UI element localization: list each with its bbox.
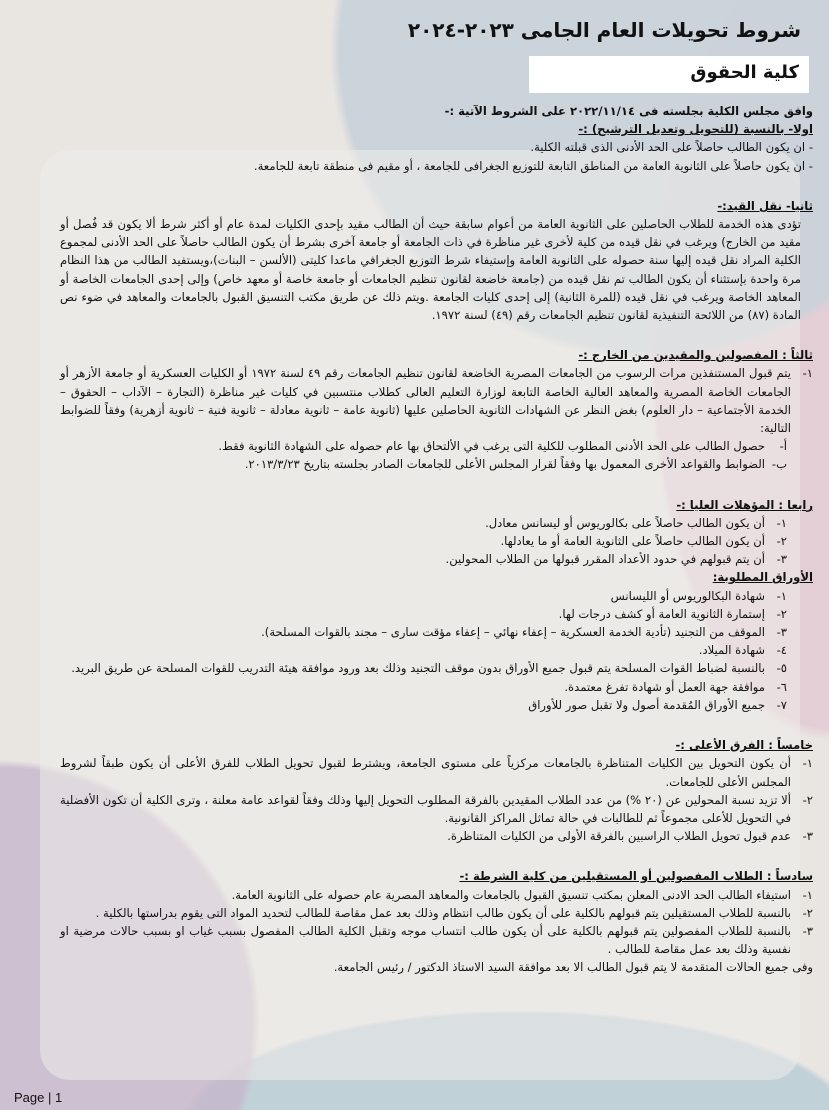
item-text: أن يكون الطالب حاصلاً على بكالوريوس أو ليسانس معادل. xyxy=(485,515,765,530)
item-text: شهادة البكالوريوس أو الليسانس xyxy=(610,588,765,603)
list-item xyxy=(60,437,787,455)
item-number: ٥- xyxy=(776,661,787,676)
section4-heading: رابعا : المؤهلات العليا :- xyxy=(676,497,813,512)
item-number: ٢- xyxy=(776,534,787,549)
item-number: ٧- xyxy=(776,697,787,712)
item-text: إستمارة الثانوية العامة أو كشف درجات لها. xyxy=(558,606,765,621)
item-text: موافقة جهة العمل أو شهادة تفرغ معتمدة. xyxy=(564,679,765,694)
list-item xyxy=(60,514,787,532)
list-item xyxy=(60,641,787,659)
item-number: ١- xyxy=(776,588,787,603)
item-text: أن يكون التحويل بين الكليات المتناظرة بالجامعات مركزياً على مستوى الجامعة، ويشترط لقبول تحويل الطلاب للفرق الأعلى أن يكون طبقاً لشروط المجلس الأعلى للجامعات. xyxy=(60,756,791,789)
item-text: أن يتم قبولهم في حدود الأعداد المقرر قبولها من الطلاب المحولين. xyxy=(445,552,765,567)
item-number: ١- xyxy=(802,756,813,771)
section1-heading: اولا- بالنسبة (للتحويل وتعديل الترشيح) :- xyxy=(578,122,813,137)
section2-heading: ثانيا- نقل القيد:- xyxy=(717,198,813,213)
item-number: ٢- xyxy=(802,792,813,807)
item-text: جميع الأوراق المُقدمة أصول ولا تقبل صور للأوراق xyxy=(528,697,765,712)
papers-heading: الأوراق المطلوبة: xyxy=(712,570,813,585)
item-text: عدم قبول تحويل الطلاب الراسبين بالفرقة الأولى من الكليات المتناظرة. xyxy=(447,829,791,844)
college-name: كلية الحقوق xyxy=(690,62,799,83)
list-item xyxy=(60,623,787,641)
list-item xyxy=(60,678,787,696)
item-text: استيفاء الطالب الحد الادنى المعلن بمكتب تنسيق القبول بالجامعات والمعاهد المصرية عام حصوله على الثانوية العامة. xyxy=(231,887,791,902)
list-item xyxy=(60,364,813,437)
list-item xyxy=(60,922,813,958)
list-item xyxy=(60,886,813,904)
list-item xyxy=(60,605,787,623)
list-item xyxy=(60,904,813,922)
intro-text: وافق مجلس الكلية بجلسته فى ٢٠٢٢/١١/١٤ على الشروط الآتية :- xyxy=(444,104,813,118)
list-item xyxy=(60,754,813,790)
list-item xyxy=(60,455,787,473)
item-number: ١- xyxy=(776,515,787,530)
item-number: ٣- xyxy=(776,552,787,567)
list-item xyxy=(60,532,787,550)
item-number: ٢- xyxy=(776,606,787,621)
item-number: ٦- xyxy=(776,679,787,694)
item-number: ب- xyxy=(771,457,787,472)
item-number: ٣- xyxy=(776,625,787,640)
section3-heading: ثالثاً : المفصولين والمقيدين من الخارج :- xyxy=(578,348,813,363)
item-text: حصول الطالب على الحد الأدنى المطلوب للكلية التى يرغب في الألتحاق بها عام حصوله على الشهادة الثانوية فقط. xyxy=(218,439,765,454)
list-item xyxy=(60,550,787,568)
college-title-box xyxy=(529,56,809,93)
document-title: شروط تحويلات العام الجامى ٢٠٢٣-٢٠٢٤ xyxy=(407,18,801,42)
list-item xyxy=(60,587,787,605)
item-text: بالنسبة للطلاب المستقيلين يتم قبولهم بالكلية على أن يكون طالب انتظام وذلك بعد عمل مقاصة للطالب لتحديد المواد التى يقوم بدراستها بالكلية . xyxy=(95,905,791,920)
item-text: يتم قبول المستنفذين مرات الرسوب من الجامعات المصرية الخاضعة لقانون تنظيم الجامعات رقم ٤٩ لسنة ١٩٧٢ أو الكليات العسكرية أو جامعة الأزهر أو الجامعات الخاصة المصرية والمعاهد العالية الخاصة التابعة لوزارة التعليم العالى كطلاب منتسبين في كليات غير مناظرة (التجارة – الآداب – الحقوق – الخدمة الأجتماعية – دار العلوم) بغض النظر عن الشهادات الثانوية الحاصلين عليها (ثانوية عامة – ثانوية معادلة – ثانوية فنية – ثانوية أزهرية) وفقاً للضوابط التالية: xyxy=(60,366,791,436)
closing-note: وفى جميع الحالات المتقدمة لا يتم قبول الطالب الا بعد موافقة السيد الاستاذ الدكتور / رئيس الجامعة. xyxy=(333,960,813,975)
item-text: الموقف من التجنيد (تأدية الخدمة العسكرية – إعفاء نهائي – إعفاء مؤقت سارى – مجند بالقوات المسلحة). xyxy=(261,625,765,640)
list-item: - ان يكون الطالب حاصلاً على الحد الأدنى الذى قبلته الكلية. xyxy=(530,140,813,155)
list-item: - ان يكون حاصلاً على الثانوية العامة من المناطق التابعة للتوزيع الجغرافى للجامعة ، أو مقيم فى منطقة تابعة للجامعة. xyxy=(253,158,813,173)
document-body xyxy=(60,102,813,977)
item-text: بالنسبة للطلاب المفصولين يتم قبولهم بالكلية على أن يكون طالب انتساب موجه وتقبل الكلية الطالب المفصول بسبب غياب او بسبب حالات مرضية او نفسية وذلك بعد عمل مقاصة للطالب . xyxy=(60,923,791,957)
item-number: ١- xyxy=(802,366,813,381)
item-number: ٣- xyxy=(802,923,813,938)
page-number: Page | 1 xyxy=(14,1090,63,1105)
list-item xyxy=(60,791,813,827)
item-number: ١- xyxy=(802,887,813,902)
item-text: شهادة الميلاد. xyxy=(698,643,765,658)
item-text: بالنسبة لضباط القوات المسلحة يتم قبول جميع الأوراق بدون موقف التجنيد وذلك بعد ورود موافقة هيئة التدريب للقوات المسلحة عن طريق البريد. xyxy=(71,661,765,676)
item-number: أ- xyxy=(779,439,787,454)
item-text: ألا تزيد نسبة المحولين عن (٢٠ %) من عدد الطلاب المقيدين بالفرقة المطلوب التحويل إليها وذلك وفقاً لقواعد عامة معلنة ، وترى الكلية أن تكون الأفضلية في التحويل للأعلى مجموعاً ثم للطالبات في حالة تماثل المراكز القانونية. xyxy=(60,792,791,825)
section2-paragraph: تؤدى هذه الخدمة للطلاب الحاصلين على الثانوية العامة من أعوام سابقة حيث أن الطالب مقيد بإحدى الكليات لمدة عام أو أكثر شرط ألا يكون قد فُصل أو مقيد من الخارج) ويرغب في نقل قيده من كلية لأخرى غير مناظرة في ذات الجامعة أو جامعة آخرى بشرط أن يكون الطالب حاصلاً على الحد الأدنى لمجموع الكلية المراد نقل قيده إليها سنة حصوله على الثانوية العامة وإستيفاء شرط التوزيع الجغرافي ماعدا كليتى (الألسن – البنات)،ويستفيد الطالب من هذا النظام مرة واحدة بإستثناء أن يكون الطالب تم نقل قيده من (جامعة خاضعة لقانون تنظيم الجامعات أو جامعة خاصة أو معهد خاص) وإلى إحدى الجامعات الخاصة أو المعاهد الخاصة ويرغب في نقل قيده (للمرة الثانية) إلى إحدى كليات الجامعة .ويتم ذلك عن طريق مكتب التنسيق القبول بالجامعات والمعاهد في ضوء نص المادة (٨٧) من اللائحة التنفيذية لقانون تنظيم الجامعات رقم (٤٩) لسنة ١٩٧٢. xyxy=(60,217,801,323)
item-number: ٤- xyxy=(776,643,787,658)
list-item xyxy=(60,659,787,677)
item-text: الضوابط والقواعد الأخرى المعمول بها وفقاً لقرار المجلس الأعلى للجامعات الصادر بجلسته بتاريخ ٢٠١٣/٣/٢٣. xyxy=(244,457,765,472)
list-item xyxy=(60,696,787,714)
item-text: أن يكون الطالب حاصلاً على الثانوية العامة أو ما يعادلها. xyxy=(500,534,765,549)
list-item xyxy=(60,827,813,845)
section6-heading: سادساً : الطلاب المفصولين أو المستقيلين من كلية الشرطة :- xyxy=(459,869,813,884)
section5-heading: خامساً : الفرق الأعلى :- xyxy=(675,738,813,753)
item-number: ٣- xyxy=(802,829,813,844)
item-number: ٢- xyxy=(802,905,813,920)
